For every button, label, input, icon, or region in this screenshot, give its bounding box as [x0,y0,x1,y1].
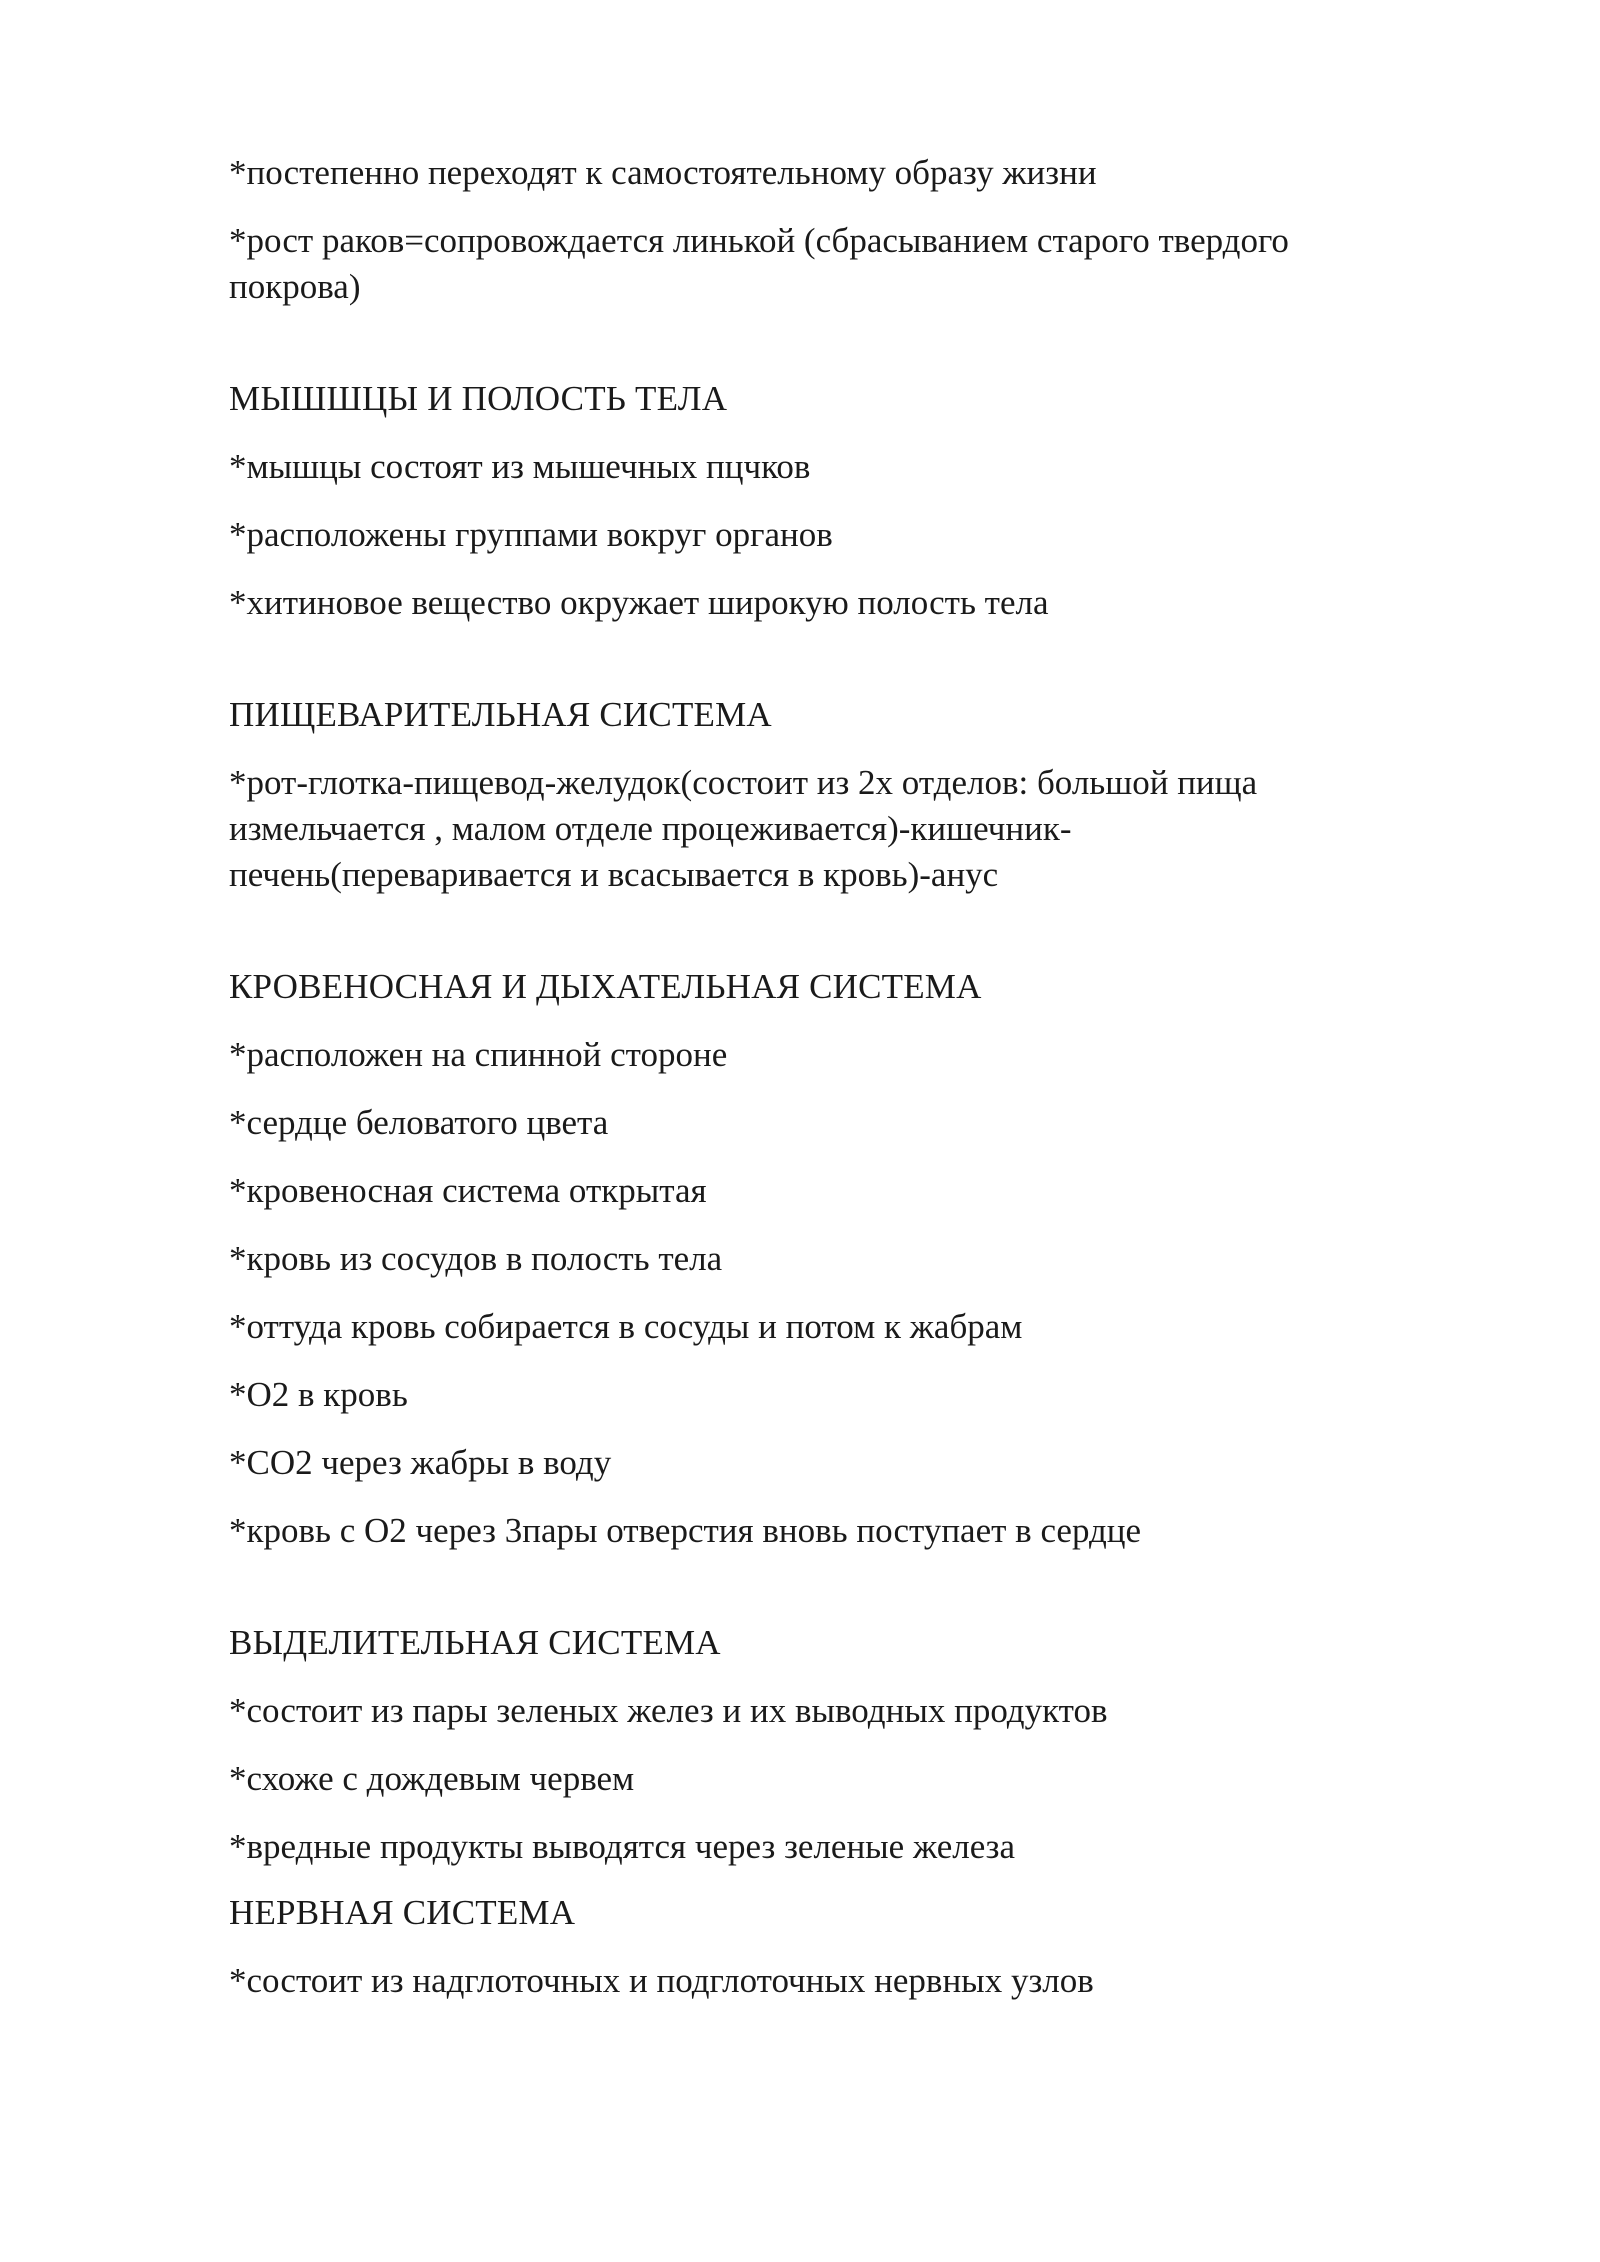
section-spacer [229,1576,1409,1620]
circulatory-item-2: *сердце беловатого цвета [229,1103,609,1142]
excretory-item-3: *вредные продукты выводятся через зеленые железа [229,1827,1016,1866]
circulatory-item-6: *О2 в кровь [229,1375,408,1414]
section-heading-muscles: МЫШШЦЫ И ПОЛОСТЬ ТЕЛА [229,379,728,418]
muscles-item-2: *расположены группами вокруг органов [229,515,833,554]
section-heading-excretory: ВЫДЕЛИТЕЛЬНАЯ СИСТЕМА [229,1623,721,1662]
circulatory-item-7: *СО2 через жабры в воду [229,1443,612,1482]
circulatory-item-1: *расположен на спинной стороне [229,1035,728,1074]
section-heading-digestive: ПИЩЕВАРИТЕЛЬНАЯ СИСТЕМА [229,695,772,734]
section-heading-nervous: НЕРВНАЯ СИСТЕМА [229,1893,576,1932]
section-spacer [229,648,1409,692]
circulatory-item-8: *кровь с О2 через 3пары отверстия вновь поступает в сердце [229,1511,1142,1550]
excretory-item-1: *состоит из пары зеленых желез и их выводных продуктов [229,1691,1108,1730]
nervous-item-1: *состоит из надглоточных и подглоточных нервных узлов [229,1961,1094,2000]
section-heading-circulatory: КРОВЕНОСНАЯ И ДЫХАТЕЛЬНАЯ СИСТЕМА [229,967,982,1006]
circulatory-item-3: *кровеносная система открытая [229,1171,707,1210]
muscles-item-1: *мышцы состоят из мышечных пцчков [229,447,811,486]
circulatory-item-4: *кровь из сосудов в полость тела [229,1239,723,1278]
document-page [229,150,1409,2026]
excretory-item-2: *схоже с дождевым червем [229,1759,635,1798]
digestive-item-1: *рот-глотка-пищевод-желудок(состоит из 2х отделов: большой пища измельчается , малом отделе процеживается)-кишечник-печень(переваривается и всасывается в кровь)-анус [229,763,1258,894]
section-spacer [229,332,1409,376]
muscles-item-3: *хитиновое вещество окружает широкую полость тела [229,583,1049,622]
circulatory-item-5: *оттуда кровь собирается в сосуды и потом к жабрам [229,1307,1023,1346]
intro-line-2: *рост раков=сопровождается линькой (сбрасыванием старого твердого покрова) [229,221,1289,306]
section-spacer [229,920,1409,964]
intro-line-1: *постепенно переходят к самостоятельному образу жизни [229,153,1097,192]
